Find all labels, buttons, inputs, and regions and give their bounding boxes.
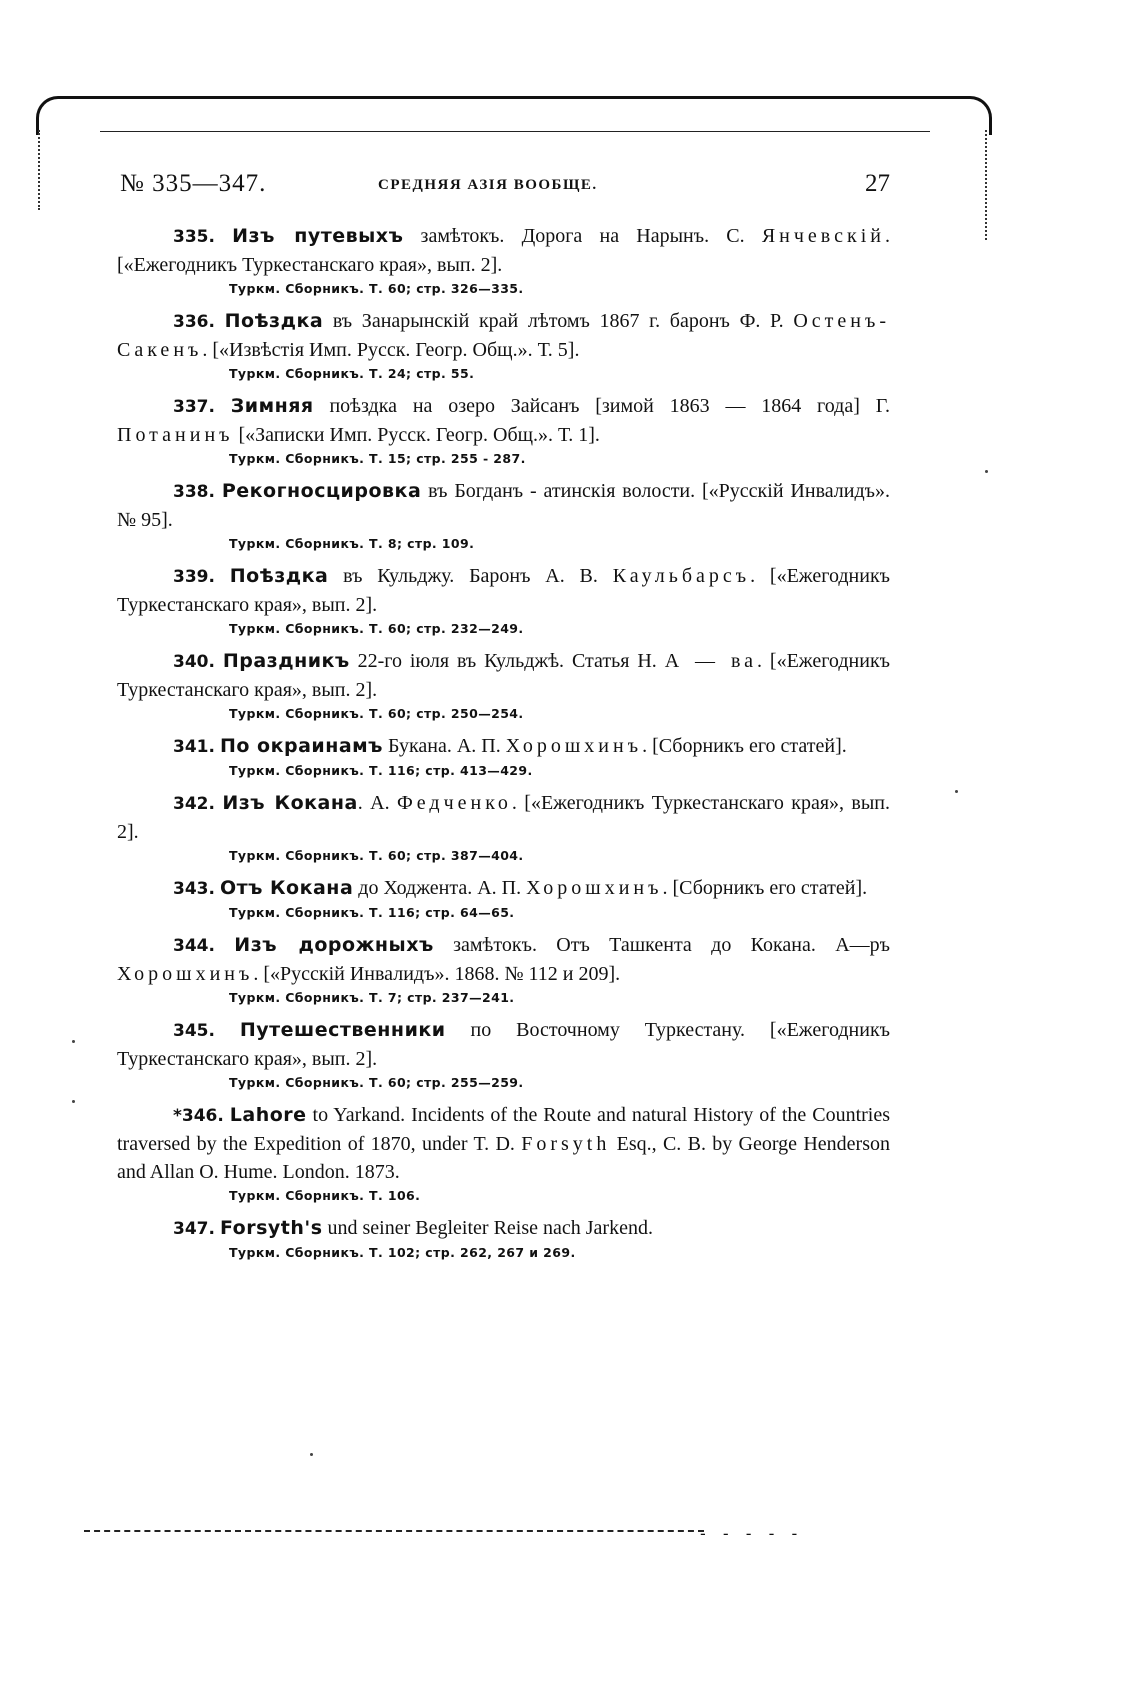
print-speck (72, 1100, 75, 1103)
author-name: Остенъ-Сакенъ (117, 310, 890, 361)
bibliography-list (117, 222, 890, 1271)
page-header (120, 170, 890, 206)
bibliography-entry: 336. Поѣздка въ Занарынскій край лѣтомъ 1867 г. баронъ Ф. Р. Остенъ-Сакенъ. [«Извѣстія Имп. Русск. Геогр. Общ.». Т. 5]. Туркм. Сборникъ. Т. 24; стр. 55. (117, 310, 890, 381)
source-reference: Туркм. Сборникъ. Т. 116; стр. 64—65. (229, 905, 515, 920)
left-margin-mark (38, 130, 40, 210)
section-title: СРЕДНЯЯ АЗІЯ ВООБЩЕ. (378, 177, 598, 193)
source-reference: Туркм. Сборникъ. Т. 60; стр. 232—249. (229, 621, 524, 636)
entry-range: № 335—347. (120, 170, 267, 197)
source-reference: Туркм. Сборникъ. Т. 60; стр. 387—404. (229, 848, 524, 863)
source-reference: Туркм. Сборникъ. Т. 116; стр. 413—429. (229, 763, 533, 778)
footer-dash-marks: - - - - - (700, 1524, 804, 1543)
bibliography-entry: 347. Forsyth's und seiner Begleiter Reise nach Jarkend. Туркм. Сборникъ. Т. 102; стр. 262, 267 и 269. (117, 1214, 890, 1260)
bibliography-entry: 338. Рекогносцировка въ Богданъ - атинскія волости. [«Русскій Инвалидъ». № 95]. Туркм. Сборникъ. Т. 8; стр. 109. (117, 480, 890, 551)
bibliography-entry: *346. Lahore to Yarkand. Incidents of the Route and natural History of the Countries traversed by the Expedition of 1870, under T. D. Forsyth Esq., C. B. by George Henderson and Allan O. Hume. London. 1873. Туркм. Сборникъ. Т. 106. (117, 1104, 891, 1203)
page-number: 27 (865, 170, 890, 197)
bibliography-entry: 345. Путешественники по Восточному Туркестану. [«Ежегодникъ Туркестанскаго края», вып. 2]. Туркм. Сборникъ. Т. 60; стр. 255—259. (117, 1019, 891, 1090)
bibliography-entry: 337. Зимняя поѣздка на озеро Зайсанъ [зимой 1863 — 1864 года] Г. Потанинъ [«Записки Имп. Русск. Геогр. Общ.». Т. 1]. Туркм. Сборникъ. Т. 15; стр. 255 - 287. (117, 395, 891, 466)
author-name: Хорошхинъ (505, 735, 643, 757)
right-margin-mark (985, 130, 987, 240)
author-name: Хорошхинъ (117, 963, 254, 985)
bibliography-entry: 340. Праздникъ 22-го іюля въ Кульджѣ. Статья Н. А — ва. [«Ежегодникъ Туркестанскаго края», вып. 2]. Туркм. Сборникъ. Т. 60; стр. 250—254. (117, 650, 890, 721)
author-name: Каульбарсъ (612, 565, 751, 587)
print-speck (310, 1453, 313, 1456)
bibliography-entry: 339. Поѣздка въ Кульджу. Баронъ А. В. Каульбарсъ. [«Ежегодникъ Туркестанскаго края», вып. 2]. Туркм. Сборникъ. Т. 60; стр. 232—249. (117, 565, 891, 636)
source-reference: Туркм. Сборникъ. Т. 102; стр. 262, 267 и 269. (229, 1245, 576, 1260)
bibliography-entry: 341. По окраинамъ Букана. А. П. Хорошхинъ. [Сборникъ его статей]. Туркм. Сборникъ. Т. 116; стр. 413—429. (117, 732, 890, 778)
print-speck (72, 1040, 75, 1043)
author-name: Янчевскій (761, 225, 885, 247)
author-name: Федченко (396, 792, 512, 814)
source-reference: Туркм. Сборникъ. Т. 60; стр. 255—259. (229, 1075, 524, 1090)
footer-rule (84, 1530, 704, 1532)
source-reference: Туркм. Сборникъ. Т. 24; стр. 55. (229, 366, 475, 381)
source-reference: Туркм. Сборникъ. Т. 60; стр. 326—335. (229, 281, 524, 296)
source-reference: Туркм. Сборникъ. Т. 106. (229, 1188, 421, 1203)
author-name: Потанинъ (117, 424, 234, 446)
bibliography-entry: 342. Изъ Кокана. А. Федченко. [«Ежегодникъ Туркестанскаго края», вып. 2]. Туркм. Сборникъ. Т. 60; стр. 387—404. (117, 792, 890, 863)
bibliography-entry: 344. Изъ дорожныхъ замѣтокъ. Отъ Ташкента до Кокана. А—ръ Хорошхинъ. [«Русскій Инвалидъ». 1868. № 112 и 209]. Туркм. Сборникъ. Т. 7; стр. 237—241. (117, 934, 891, 1005)
bibliography-entry: 335. Изъ путевыхъ замѣтокъ. Дорога на Нарынъ. С. Янчевскій. [«Ежегодникъ Туркестанскаго края», вып. 2]. Туркм. Сборникъ. Т. 60; стр. 326—335. (117, 225, 890, 296)
source-reference: Туркм. Сборникъ. Т. 8; стр. 109. (229, 536, 475, 551)
header-rule (100, 131, 930, 132)
page-frame-border (36, 96, 992, 135)
source-reference: Туркм. Сборникъ. Т. 7; стр. 237—241. (229, 990, 515, 1005)
bibliography-entry: 343. Отъ Кокана до Ходжента. А. П. Хорошхинъ. [Сборникъ его статей]. Туркм. Сборникъ. Т. 116; стр. 64—65. (117, 874, 890, 920)
print-speck (955, 790, 958, 793)
author-name: Forsyth (521, 1133, 611, 1155)
source-reference: Туркм. Сборникъ. Т. 60; стр. 250—254. (229, 706, 524, 721)
author-name: А — ва (664, 650, 758, 672)
print-speck (985, 470, 988, 473)
author-name: Хорошхинъ (526, 877, 663, 899)
source-reference: Туркм. Сборникъ. Т. 15; стр. 255 - 287. (229, 451, 526, 466)
